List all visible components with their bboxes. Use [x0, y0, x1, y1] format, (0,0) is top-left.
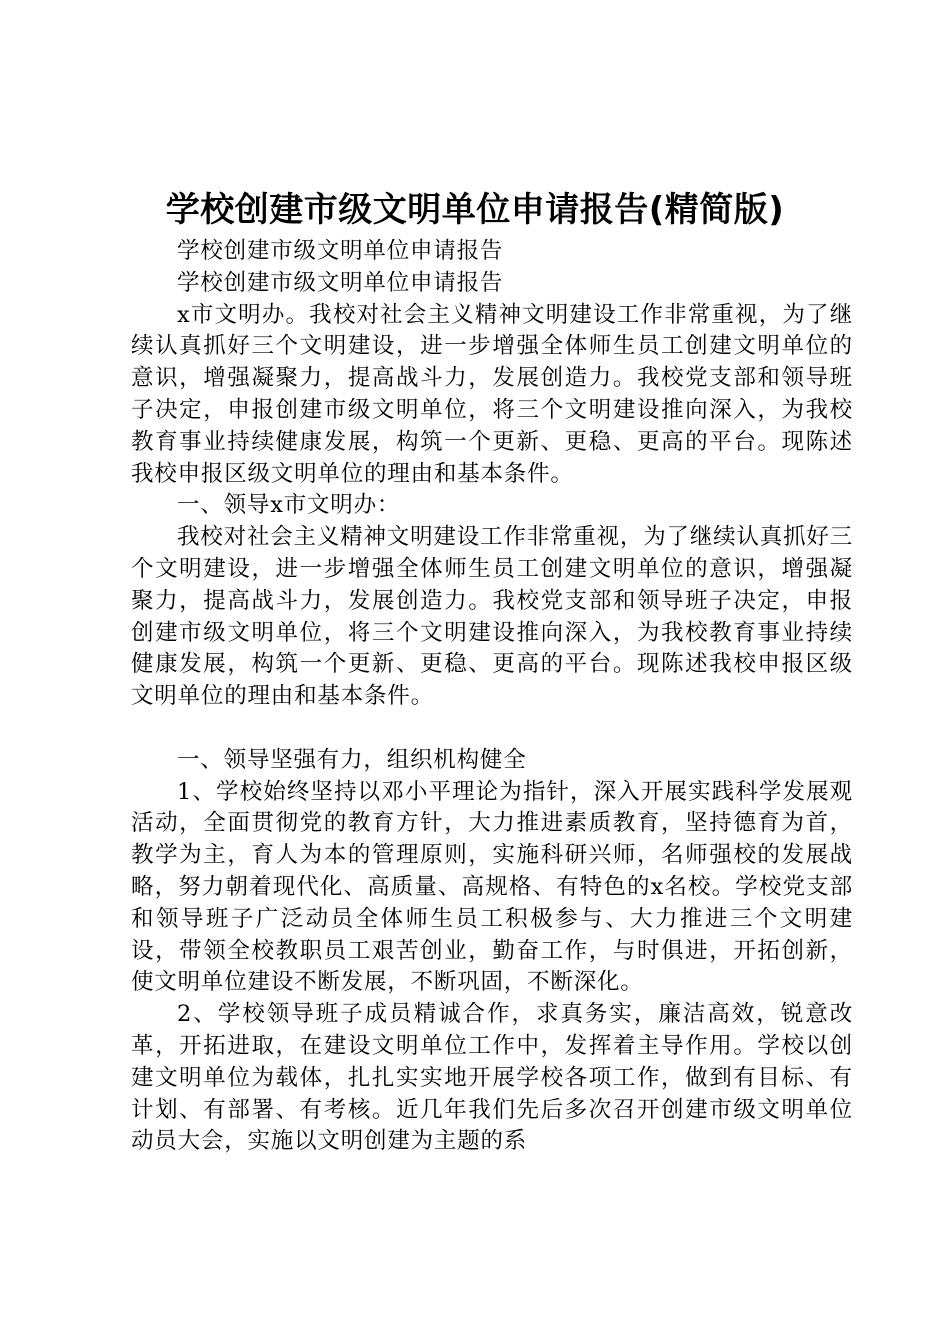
section-heading: 一、领导坚强有力，组织机构健全	[177, 746, 527, 773]
body-paragraph: 1、学校始终坚持以邓小平理论为指针，深入开展实践科学发展观活动，全面贯彻党的教育方针，大力推进素质教育，坚持德育为首，教学为主，育人为本的管理原则，实施科研兴师，名师强校的发展战略，努力朝着现代化、高质量、高规格、有特色的x名校。学校党支部和领导班子广泛动员全体师生员工积极参与、大力推进三个文明建设，带领全校教职员工艰苦创业，勤奋工作，与时俱进，开拓创新，使文明单位建设不断发展，不断巩固，不断深化。	[131, 778, 853, 996]
paragraph-spacer	[131, 713, 853, 745]
body-paragraph: 2、学校领导班子成员精诚合作，求真务实，廉洁高效，锐意改革，开拓进取，在建设文明单位工作中，发挥着主导作用。学校以创建文明单位为载体，扎扎实实地开展学校各项工作，做到有目标、有计划、有部署、有考核。近几年我们先后多次召开创建市级文明单位动员大会，实施以文明创建为主题的系	[131, 1001, 853, 1155]
document-title: 学校创建市级文明单位申请报告(精简版)	[165, 190, 785, 230]
subtitle-line: 学校创建市级文明单位申请报告	[177, 238, 504, 264]
section-heading: 一、领导x市文明办：	[177, 492, 401, 519]
subtitle-line: 学校创建市级文明单位申请报告	[177, 269, 504, 296]
body-paragraph: x市文明办。我校对社会主义精神文明建设工作非常重视，为了继续认真抓好三个文明建设，进一步增强全体师生员工创建文明单位的意识，增强凝聚力，提高战斗力，发展创造力。我校党支部和领导班子决定，申报创建市级文明单位，将三个文明建设推向深入，为我校教育事业持续健康发展，构筑一个更新、更稳、更高的平台。现陈述我校申报区级文明单位的理由和基本条件。	[131, 301, 853, 487]
document-body	[131, 236, 853, 1158]
body-paragraph: 我校对社会主义精神文明建设工作非常重视，为了继续认真抓好三个文明建设，进一步增强全体师生员工创建文明单位的意识，增强凝聚力，提高战斗力，发展创造力。我校党支部和领导班子决定，申报创建市级文明单位，将三个文明建设推向深入，为我校教育事业持续健康发展，构筑一个更新、更稳、更高的平台。现陈述我校申报区级文明单位的理由和基本条件。	[131, 524, 853, 710]
